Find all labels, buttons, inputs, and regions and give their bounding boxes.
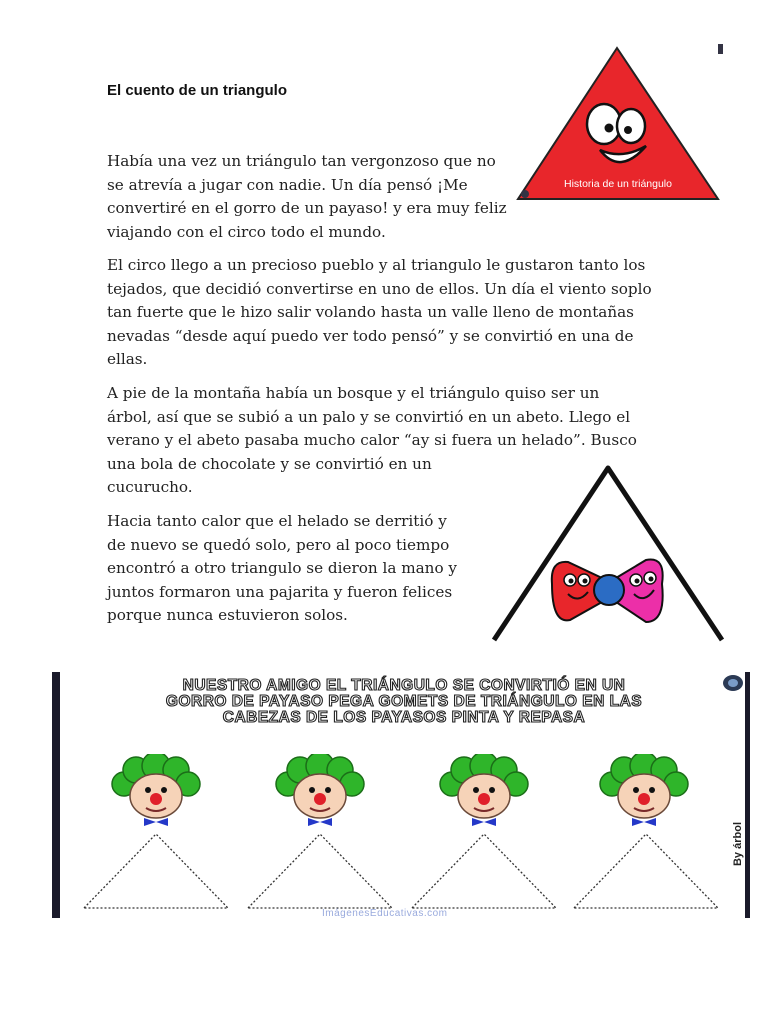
story-paragraph-3-line: cucurucho. (107, 478, 193, 497)
dotted-triangle-tracing (404, 830, 564, 912)
worksheet-credit: By árbol (732, 822, 744, 867)
clown-bowtie (308, 818, 332, 826)
bowtie-triangle-image (490, 462, 726, 644)
dotted-triangle-tracing (566, 830, 726, 912)
worksheet-watermark: ImágenesEducativas.com (322, 908, 448, 919)
cover-triangle-image (508, 42, 726, 204)
dotted-triangle-tracing (240, 830, 400, 912)
story-paragraph-3-line: árbol, así que se subió a un palo y se convirtió en un abeto. Llego el (107, 407, 631, 426)
story-paragraph-3-line: verano y el abeto pasaba mucho calor “ay si fuera un helado”. Busco (107, 431, 637, 450)
clown-bowtie (632, 818, 656, 826)
clown-worksheet (52, 672, 750, 918)
cover-caption: Historia de un triángulo (564, 178, 672, 190)
story-paragraph-4: Hacia tanto calor que el helado se derritió y de nuevo se quedó solo, pero al poco tiempo encontró a otro triangulo se dieron la mano y juntos formaron una pajarita y fueron felices porque nunca estuvieron solos. (107, 512, 458, 625)
clown-face (110, 754, 202, 826)
story-paragraph-3-line: una bola de chocolate y se convirtió en un (107, 454, 432, 473)
worksheet-title-line: GORRO DE PAYASO PEGA GOMETS DE TRIÁNGULO EN LAS (165, 693, 643, 710)
worksheet-title (66, 678, 742, 726)
clown-nose (638, 793, 650, 805)
story-title: El cuento de un triangulo (107, 82, 287, 99)
story-paragraph-3-line: A pie de la montaña había un bosque y el triángulo quiso ser un (107, 384, 600, 402)
worksheet-title-line: NUESTRO AMIGO EL TRIÁNGULO SE CONVIRTIÓ EN UN (182, 677, 626, 694)
clown-bowtie (472, 818, 496, 826)
worksheet-left-border (52, 672, 60, 918)
badge-icon (521, 190, 529, 198)
corner-mark-icon (718, 44, 723, 54)
dotted-triangle-tracing (76, 830, 236, 912)
story-paragraph-1: Había una vez un triángulo tan vergonzoso que no se atrevía a jugar con nadie. Un día pensó ¡Me convertiré en el gorro de un payaso! y era muy feliz viajando con el circo todo el mundo. (107, 152, 507, 241)
clown-face (598, 754, 690, 826)
story-paragraph-2: El circo llego a un precioso pueblo y al triangulo le gustaron tanto los tejados, que decidió convertirse en uno de ellos. Un día el viento soplo tan fuerte que le hizo salir volando hasta un valle lleno de montañas nevadas “desde aquí puedo ver todo pensó” y se convirtió en una de ellas. (107, 256, 652, 369)
worksheet-title-line: CABEZAS DE LOS PAYASOS PINTA Y REPASA (222, 709, 586, 726)
clown-face (274, 754, 366, 826)
clown-nose (478, 793, 490, 805)
clown-bowtie (144, 818, 168, 826)
clown-nose (314, 793, 326, 805)
clown-nose (150, 793, 162, 805)
worksheet-right-border (745, 672, 750, 918)
clown-face (438, 754, 530, 826)
